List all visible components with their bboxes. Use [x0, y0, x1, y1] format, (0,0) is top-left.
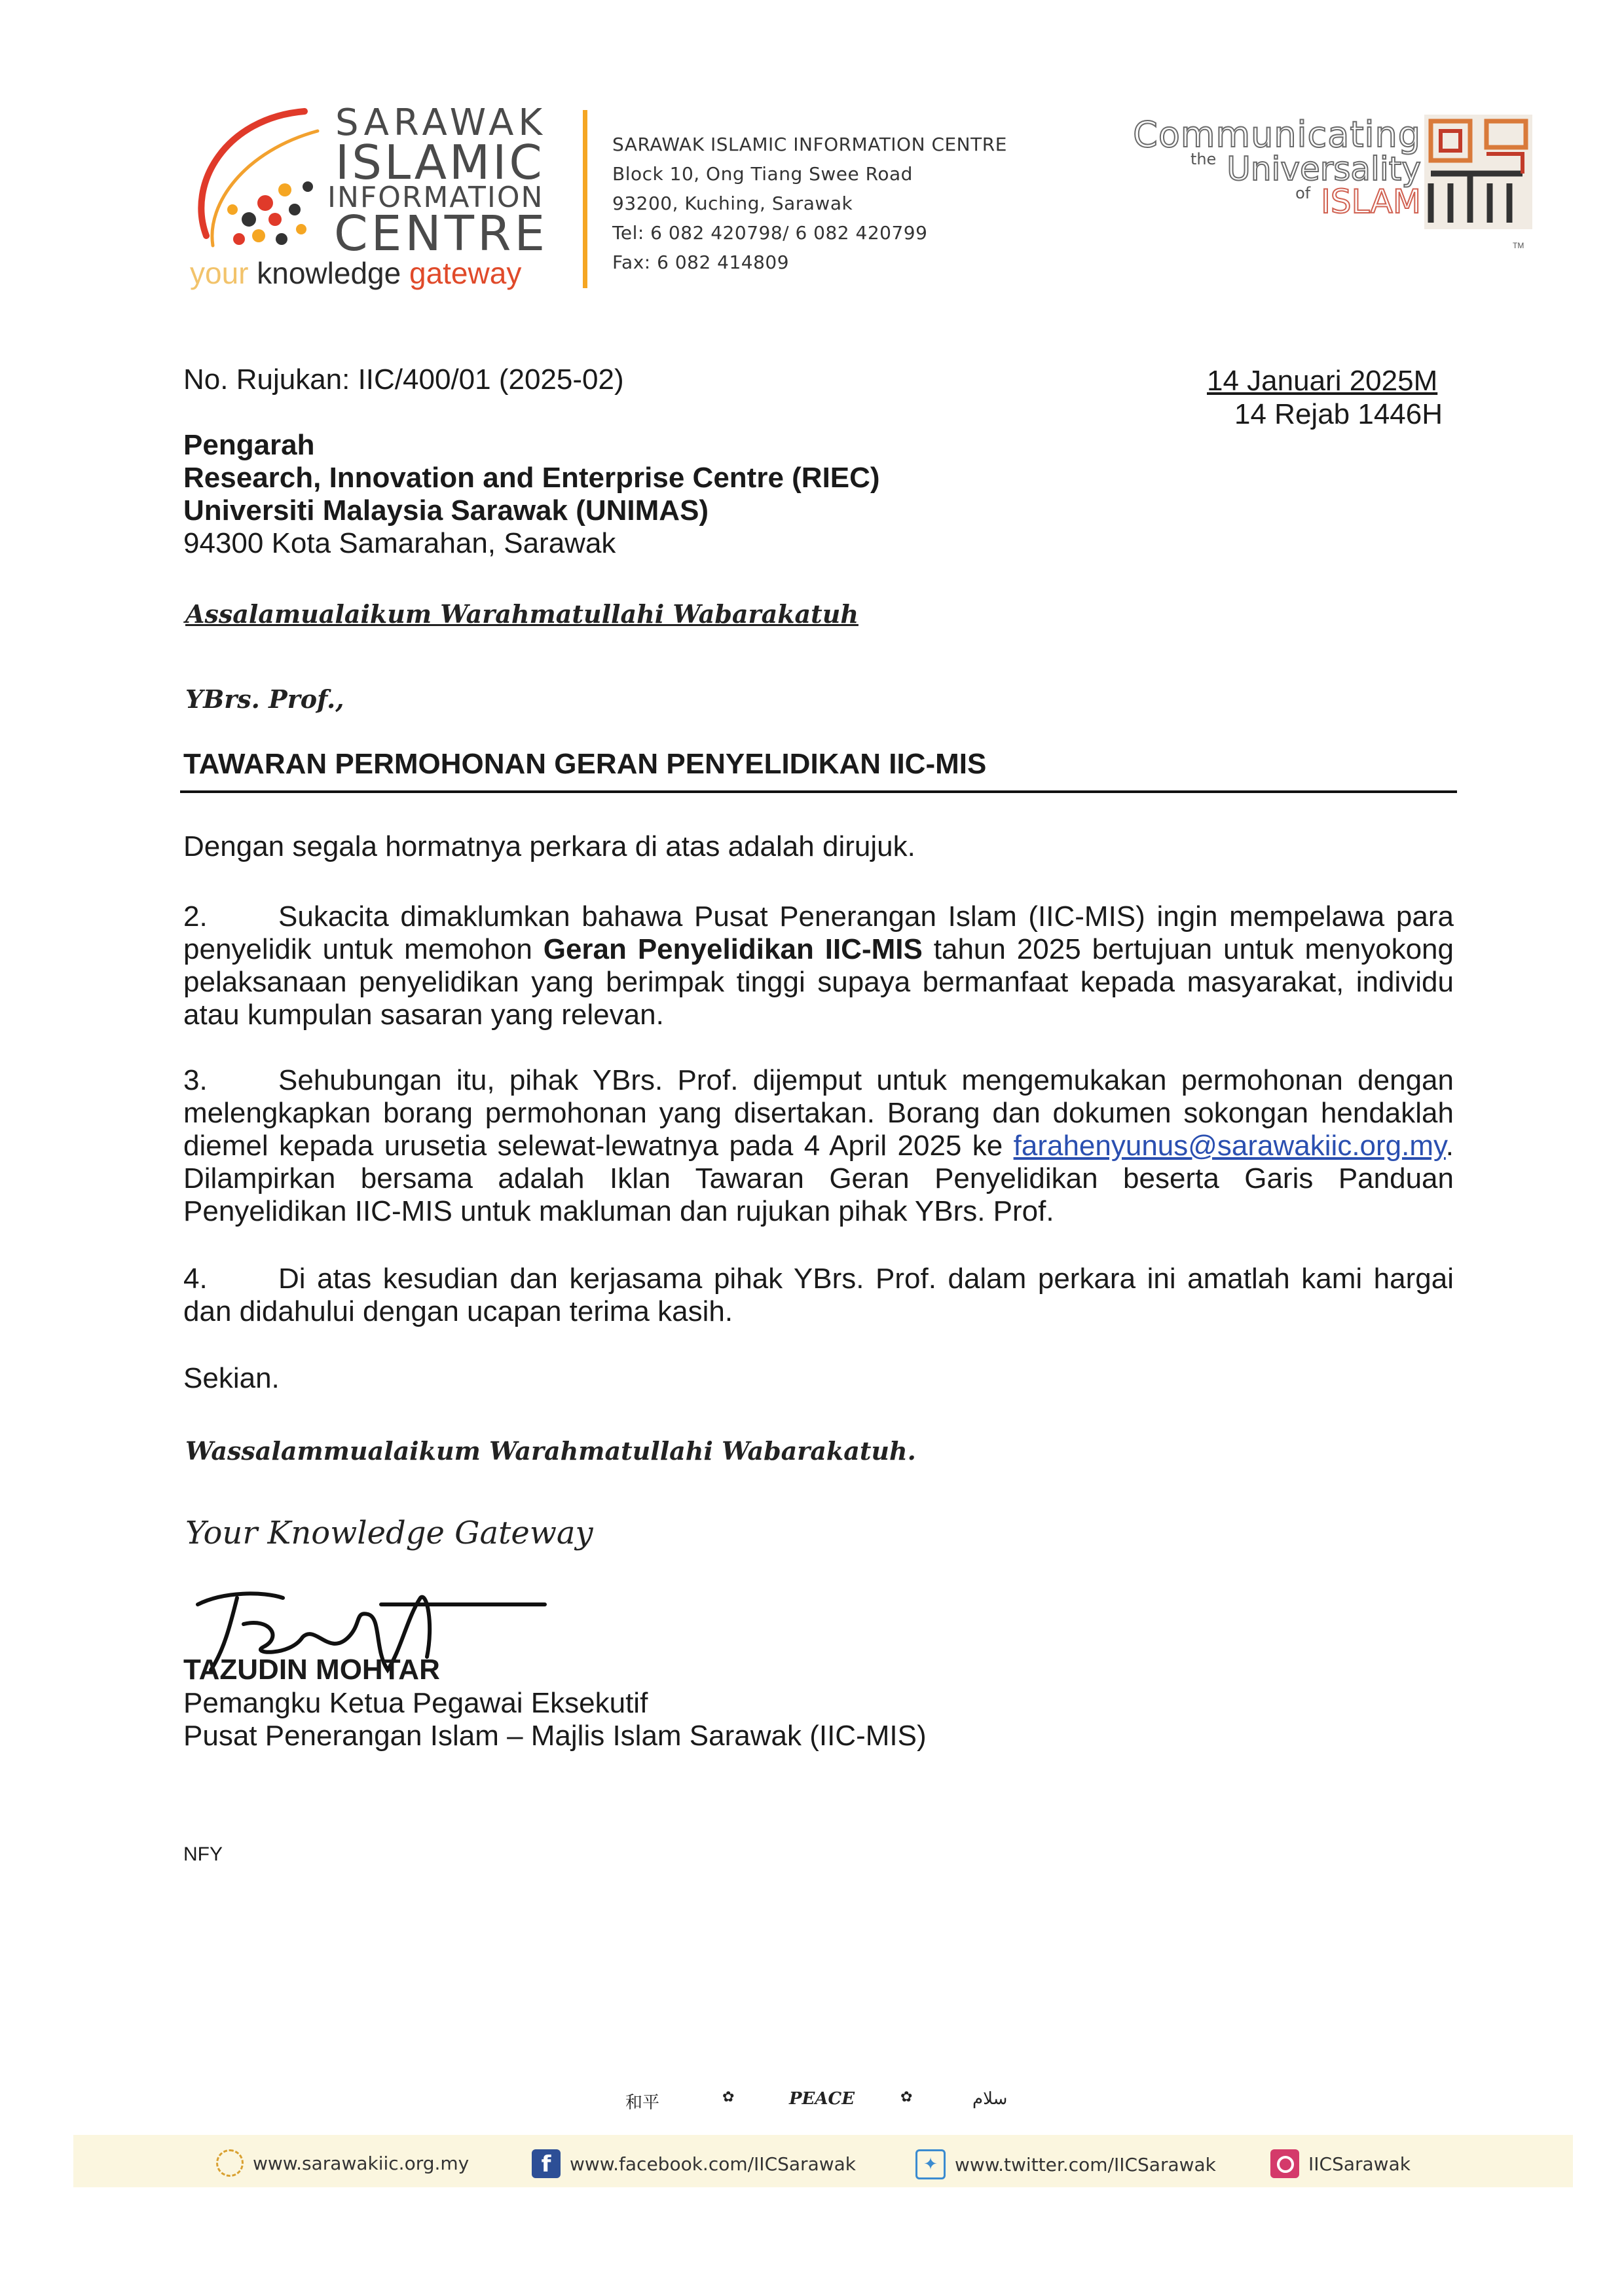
twitter-icon: ✦: [915, 2149, 946, 2179]
org-address-line2: 93200, Kuching, Sarawak: [612, 193, 853, 214]
logo-tagline: [190, 255, 521, 291]
logo-text-islamic: ISLAMIC: [335, 135, 545, 190]
facebook-icon: f: [532, 2149, 561, 2178]
logo-text-information: INFORMATION: [327, 181, 544, 214]
peace-row: [625, 2089, 1018, 2122]
paragraph-1: Dengan segala hormatnya perkara di atas adalah dirujuk.: [183, 830, 915, 862]
grant-name: Geran Penyelidikan IIC-MIS: [543, 933, 923, 965]
paragraph-4: 4. Di atas kesudian dan kerjasama pihak YBrs. Prof. dalam perkara ini amatlah kami hargai dan didahului dengan ucapan terima kasih.: [183, 1263, 1454, 1327]
org-tel: Tel: 6 082 420798/ 6 082 420799: [612, 222, 928, 244]
paragraph-number: 4.: [183, 1263, 208, 1295]
farewell: Wassalammualaikum Warahmatullahi Wabarakatuh.: [185, 1436, 916, 1466]
signer-name: TAZUDIN MOHTAR: [183, 1654, 440, 1686]
recipient-address: 94300 Kota Samarahan, Sarawak: [183, 527, 616, 559]
reference-number: No. Rujukan: IIC/400/01 (2025-02): [183, 363, 624, 396]
org-contact-block: [612, 130, 1007, 277]
website-link[interactable]: www.sarawakiic.org.my: [253, 2152, 470, 2174]
flower-icon: ✿: [722, 2089, 735, 2105]
kufi-calligraphy-icon: [1424, 115, 1532, 229]
footer-facebook[interactable]: [532, 2149, 856, 2178]
letter-subject: TAWARAN PERMOHONAN GERAN PENYELIDIKAN IIC-MIS: [183, 748, 987, 780]
recipient-institution: Universiti Malaysia Sarawak (UNIMAS): [183, 494, 709, 527]
org-fax: Fax: 6 082 414809: [612, 251, 790, 273]
org-name: SARAWAK ISLAMIC INFORMATION CENTRE: [612, 134, 1007, 155]
motto: Your Knowledge Gateway: [185, 1515, 593, 1551]
paragraph-number: 2.: [183, 900, 208, 933]
signer-title: Pemangku Ketua Pegawai Eksekutif: [183, 1687, 648, 1719]
peace-chinese: 和平: [625, 2093, 660, 2113]
slogan-line3: $^{of}$ ISLAM: [1295, 183, 1421, 221]
paragraph-2: 2. Sukacita dimaklumkan bahawa Pusat Penerangan Islam (IIC-MIS) ingin mempelawa para penyelidik untuk memohon Geran Penyelidikan IIC-MIS tahun 2025 bertujuan untuk menyokong pelaksanaan penyelidikan yang berimpak tinggi supaya bermanfaat kepada masyarakat, individu atau kumpulan sasaran yang relevan.: [183, 900, 1454, 1031]
org-address-line1: Block 10, Ong Tiang Swee Road: [612, 163, 913, 185]
recipient-title: Pengarah: [183, 429, 315, 461]
footer-website[interactable]: [216, 2149, 469, 2177]
logo-text-centre: CENTRE: [334, 206, 549, 262]
closing: Sekian.: [183, 1362, 280, 1394]
tagline-gateway: gateway: [409, 256, 522, 290]
facebook-link[interactable]: www.facebook.com/IICSarawak: [570, 2153, 856, 2175]
slogan-line2: $^{the}$ Universality: [1190, 150, 1421, 188]
logo-text-sarawak: SARAWAK: [335, 102, 547, 144]
instagram-icon: [1270, 2149, 1299, 2178]
instagram-handle[interactable]: IICSarawak: [1308, 2153, 1411, 2175]
date-hijri: 14 Rejab 1446H: [1234, 398, 1443, 430]
tagline-your: your: [190, 256, 249, 290]
footer-instagram[interactable]: [1270, 2149, 1411, 2178]
email-link[interactable]: farahenyunus@sarawakiic.org.my: [1013, 1130, 1446, 1162]
signer-organisation: Pusat Penerangan Islam – Majlis Islam Sarawak (IIC-MIS): [183, 1720, 927, 1752]
paragraph-number: 3.: [183, 1064, 208, 1096]
tagline-knowledge: knowledge: [257, 256, 401, 290]
slogan-line1: Communicating: [1133, 114, 1421, 155]
typist-initials: NFY: [183, 1843, 223, 1865]
salutation: YBrs. Prof.,: [185, 684, 344, 714]
flower-icon: ✿: [900, 2089, 913, 2105]
globe-icon: [216, 2149, 244, 2177]
slogan-logo: [1113, 115, 1421, 229]
twitter-link[interactable]: www.twitter.com/IICSarawak: [955, 2153, 1216, 2176]
paragraph-3: 3. Sehubungan itu, pihak YBrs. Prof. dijemput untuk mengemukakan permohonan dengan melengkapkan borang permohonan yang disertakan. Borang dan dokumen sokongan hendaklah diemel kepada urusetia selewat-lewatnya pada 4 April 2025 ke farahenyunus@sarawakiic.org.my. Dilampirkan bersama adalah Iklan Tawaran Geran Penyelidikan beserta Garis Panduan Penyelidikan IIC-MIS untuk makluman dan rujukan pihak YBrs. Prof.: [183, 1064, 1454, 1227]
greeting: Assalamualaikum Warahmatullahi Wabarakatuh: [185, 599, 858, 629]
recipient-block: [183, 429, 880, 560]
date-gregorian: 14 Januari 2025M: [1207, 365, 1438, 397]
peace-arabic: سلام: [972, 2089, 1008, 2109]
trademark-mark: TM: [1513, 241, 1524, 250]
footer-twitter[interactable]: [915, 2149, 1216, 2179]
header-divider: [583, 110, 587, 288]
subject-underline: [180, 790, 1457, 793]
peace-english: PEACE: [789, 2089, 855, 2109]
recipient-department: Research, Innovation and Enterprise Centre (RIEC): [183, 462, 880, 494]
